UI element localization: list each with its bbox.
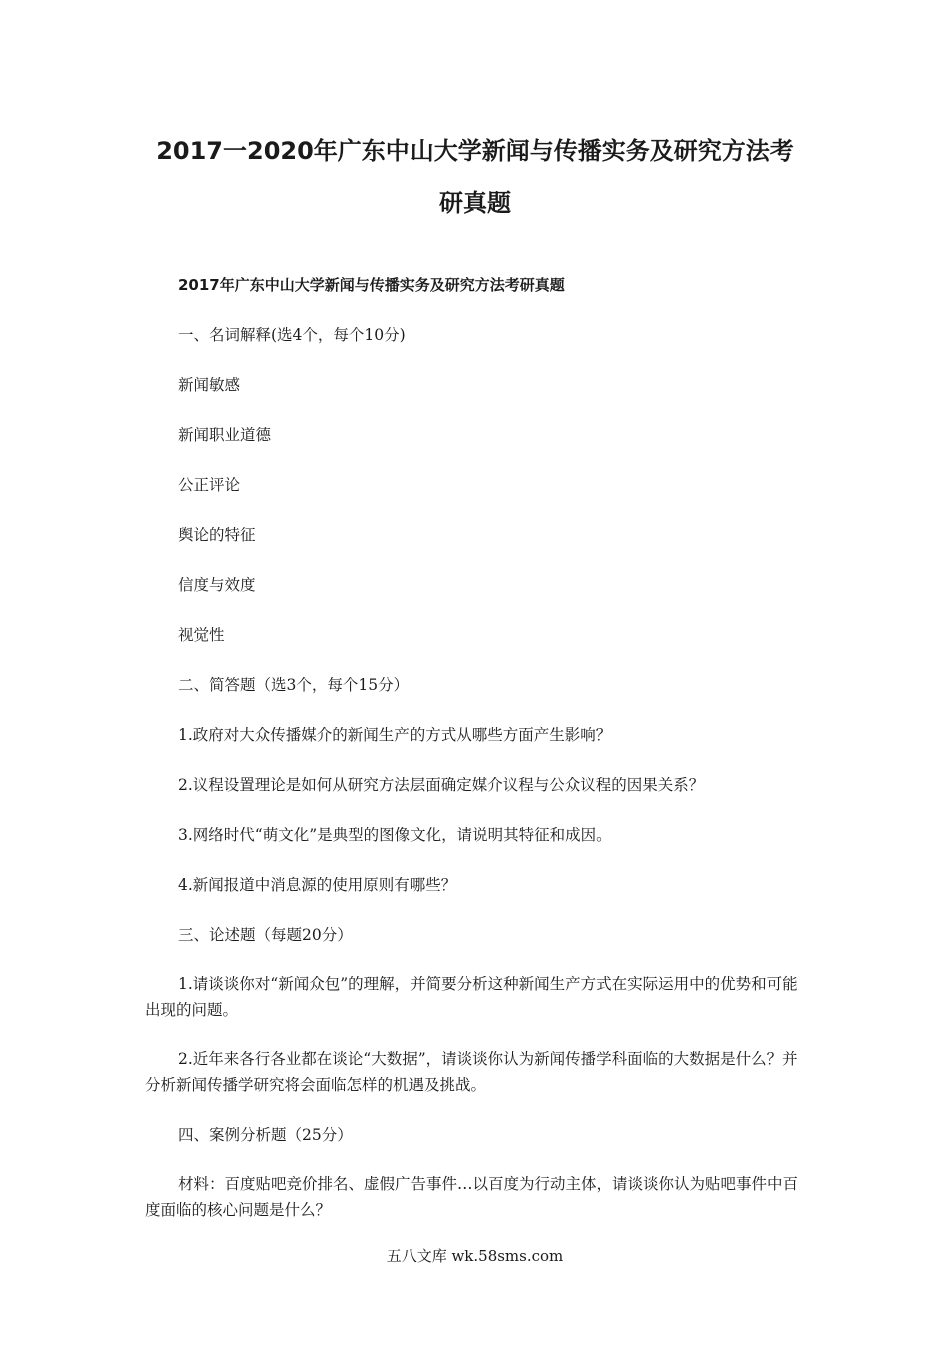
essay-question: 2.近年来各行各业都在谈论“大数据”，请谈谈你认为新闻传播学科面临的大数据是什么？并分析新闻传播学研究将会面临怎样的机遇及挑战。 <box>145 1050 798 1094</box>
section-heading-case-analysis: 四、案例分析题（25分） <box>178 1126 353 1144</box>
section-heading-short-answer: 二、简答题（选3个，每个15分） <box>178 676 410 694</box>
case-material: 材料：百度贴吧竞价排名、虚假广告事件…以百度为行动主体，请谈谈你认为贴吧事件中百度面临的核心问题是什么？ <box>145 1175 799 1219</box>
exam-subtitle: 2017年广东中山大学新闻与传播实务及研究方法考研真题 <box>178 276 565 294</box>
document-title <box>120 125 830 229</box>
section-heading-terms: 一、名词解释(选4个，每个10分) <box>178 326 406 344</box>
term-item: 公正评论 <box>178 476 241 494</box>
term-item: 舆论的特征 <box>178 526 256 544</box>
short-answer-question: 4.新闻报道中消息源的使用原则有哪些？ <box>178 876 457 894</box>
short-answer-question: 2.议程设置理论是如何从研究方法层面确定媒介议程与公众议程的因果关系？ <box>178 776 705 794</box>
term-item: 新闻敏感 <box>178 376 241 394</box>
term-item: 视觉性 <box>178 626 225 644</box>
title-line-1: 2017一2020年广东中山大学新闻与传播实务及研究方法考 <box>156 137 794 165</box>
short-answer-question: 1.政府对大众传播媒介的新闻生产的方式从哪些方面产生影响？ <box>178 726 612 744</box>
section-heading-essay: 三、论述题（每题20分） <box>178 926 353 944</box>
term-item: 新闻职业道德 <box>178 426 272 444</box>
short-answer-question: 3.网络时代“萌文化”是典型的图像文化，请说明其特征和成因。 <box>178 826 612 844</box>
essay-question: 1.请谈谈你对“新闻众包”的理解，并简要分析这种新闻生产方式在实际运用中的优势和可能出现的问题。 <box>145 975 798 1019</box>
title-line-2: 研真题 <box>439 189 511 217</box>
page-footer: 五八文库 wk.58sms.com <box>386 1247 564 1265</box>
term-item: 信度与效度 <box>178 576 256 594</box>
